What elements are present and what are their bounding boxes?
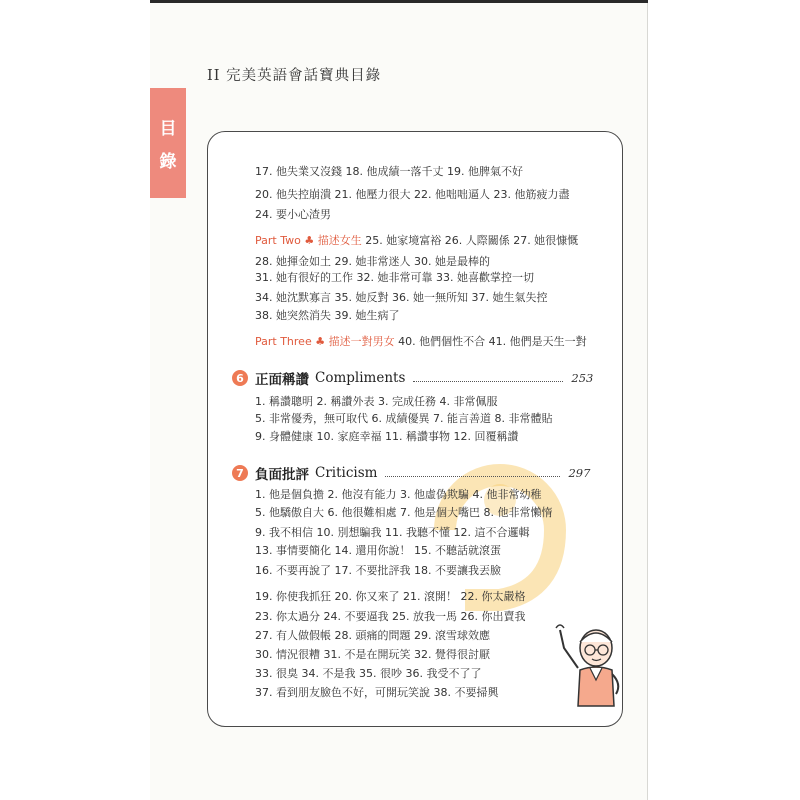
side-tab-char-2: 錄: [159, 152, 177, 172]
section-title: 正面稱讚: [255, 372, 309, 388]
toc-line[interactable]: 5. 他驕傲自大 6. 他很難相處 7. 他是個大嘴巴 8. 他非常懶惰: [255, 506, 553, 519]
cartoon-man-icon: [550, 618, 630, 710]
part-two-line[interactable]: [255, 234, 578, 248]
part-three-line[interactable]: [255, 335, 587, 349]
leader-dots: [413, 381, 563, 382]
toc-line[interactable]: 34. 她沈默寡言 35. 她反對 36. 她一無所知 37. 她生氣失控: [255, 291, 548, 304]
toc-line[interactable]: 37. 看到朋友臉色不好，可開玩笑說 38. 不要掃興: [255, 686, 499, 699]
toc-line[interactable]: 28. 她揮金如土 29. 她非常迷人 30. 她是最棒的: [255, 255, 490, 268]
toc-line[interactable]: 1. 他是個負擔 2. 他沒有能力 3. 他虛偽欺騙 4. 他非常幼稚: [255, 488, 542, 501]
toc-line[interactable]: 20. 他失控崩潰 21. 他壓力很大 22. 他咄咄逼人 23. 他筋疲力盡: [255, 188, 570, 201]
part-three-label: Part Three: [255, 335, 312, 348]
section-english-title: Compliments: [315, 370, 406, 386]
section-7-heading[interactable]: [232, 463, 590, 483]
toc-line[interactable]: 13. 事情要簡化 14. 還用你說！ 15. 不聽話就滾蛋: [255, 544, 501, 557]
toc-line[interactable]: 1. 稱讚聰明 2. 稱讚外表 3. 完成任務 4. 非常佩服: [255, 395, 498, 408]
toc-line[interactable]: 23. 你太過分 24. 不要逼我 25. 放我一馬 26. 你出賣我: [255, 610, 526, 623]
toc-line[interactable]: 30. 情況很糟 31. 不是在開玩笑 32. 覺得很討厭: [255, 648, 490, 661]
section-page-number: 253: [571, 371, 594, 385]
section-english-title: Criticism: [315, 465, 378, 481]
section-6-heading[interactable]: [232, 368, 593, 388]
page-top-edge: [150, 0, 648, 3]
toc-line[interactable]: 27. 有人做假帳 28. 頭痛的問題 29. 滾雪球效應: [255, 629, 490, 642]
club-icon: ♣: [304, 234, 315, 247]
toc-line[interactable]: 9. 我不相信 10. 別想騙我 11. 我聽不懂 12. 這不合邏輯: [255, 526, 530, 539]
section-number-badge: 7: [232, 465, 248, 481]
toc-line[interactable]: 38. 她突然消失 39. 她生病了: [255, 309, 400, 322]
section-page-number: 297: [568, 466, 591, 480]
contents-side-tab: [150, 88, 186, 198]
leader-dots: [385, 476, 560, 477]
toc-entries: 40. 他們個性不合 41. 他們是天生一對: [398, 335, 587, 348]
section-title: 負面批評: [255, 467, 309, 483]
part-two-label: Part Two: [255, 234, 301, 247]
part-three-title: 描述一對男女: [328, 335, 395, 348]
toc-line[interactable]: 19. 你使我抓狂 20. 你又來了 21. 滾開！ 22. 你太嚴格: [255, 590, 526, 603]
toc-line[interactable]: 24. 要小心渣男: [255, 208, 331, 221]
toc-line[interactable]: 5. 非常優秀，無可取代 6. 成績優異 7. 能言善道 8. 非常體貼: [255, 412, 553, 425]
toc-line[interactable]: 31. 她有很好的工作 32. 她非常可靠 33. 她喜歡掌控一切: [255, 271, 534, 284]
toc-line[interactable]: 17. 他失業又沒錢 18. 他成績一落千丈 19. 他脾氣不好: [255, 165, 523, 178]
part-two-title: 描述女生: [317, 234, 362, 247]
toc-line[interactable]: 33. 很臭 34. 不是我 35. 很吵 36. 我受不了了: [255, 667, 482, 680]
section-number-badge: 6: [232, 370, 248, 386]
toc-line[interactable]: 9. 身體健康 10. 家庭幸福 11. 稱讚事物 12. 回覆稱讚: [255, 430, 519, 443]
toc-entries: 25. 她家境富裕 26. 人際關係 27. 她很慷慨: [365, 234, 579, 247]
club-icon: ♣: [315, 335, 326, 348]
page-header: II 完美英語會話寶典目錄: [207, 68, 382, 84]
toc-line[interactable]: 16. 不要再說了 17. 不要批評我 18. 不要讓我丟臉: [255, 564, 501, 577]
side-tab-char-1: 目: [159, 119, 177, 139]
